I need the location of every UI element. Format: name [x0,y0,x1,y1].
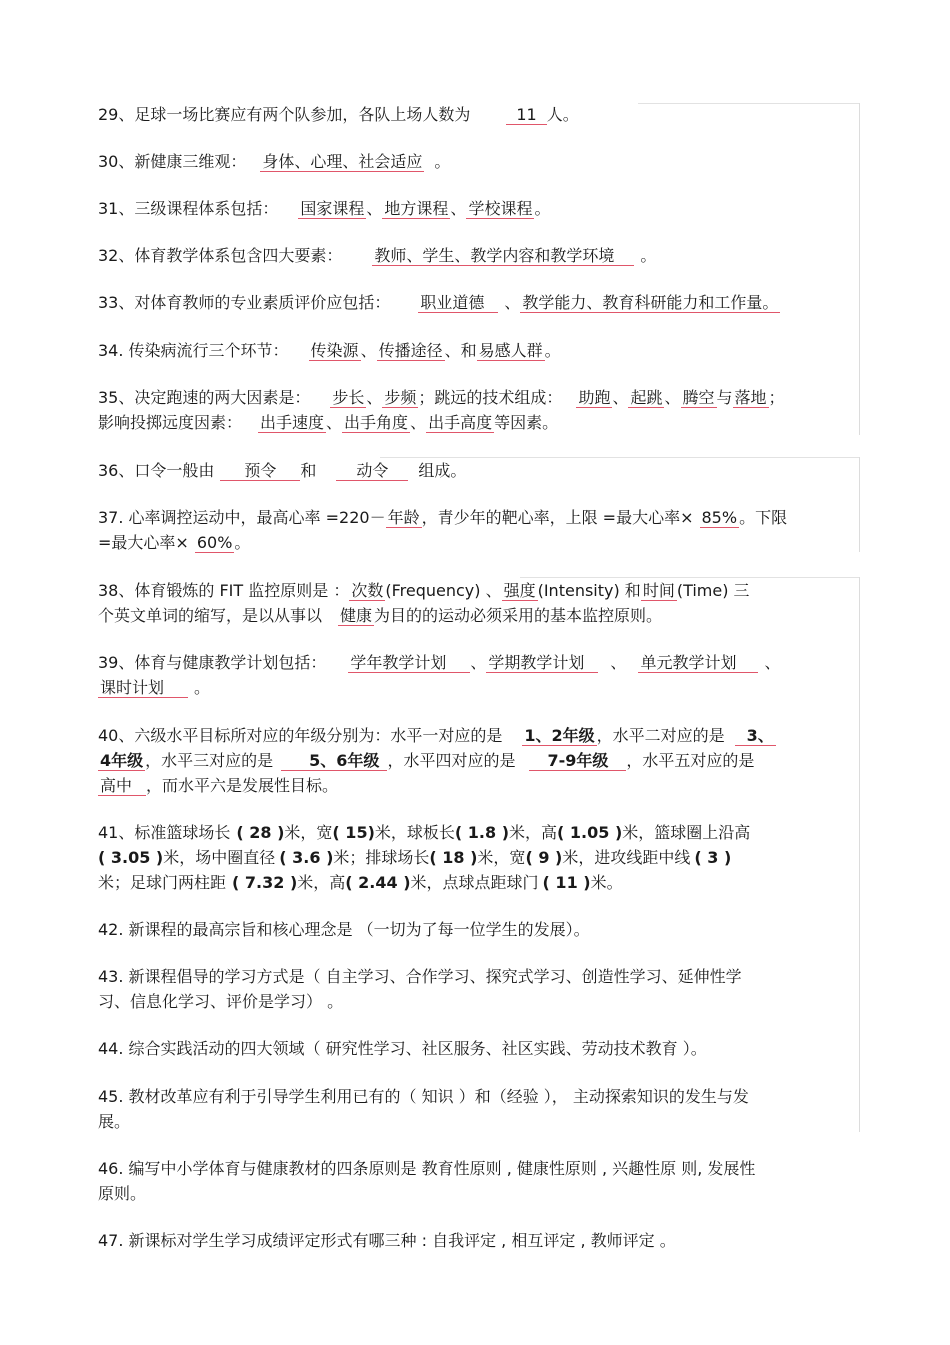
question-40-line-1: 40、六级水平目标所对应的年级分别为：水平一对应的是 1、2年级 ，水平二对应的是 3、 [98,726,774,745]
scan-rule [638,103,860,104]
question-46-line-1: 46. 编写中小学体育与健康教材的四条原则是 教育性原则 , 健康性原则 , 兴趣性原 则, 发展性 [98,1159,756,1178]
answer: 传播途径 [378,341,443,360]
answer: 强度 [503,581,536,600]
answer: 60% [196,533,233,552]
scan-rule [380,457,860,458]
question-47: 47. 新课标对学生学习成绩评定形式有哪三种 : 自我评定 , 相互评定 , 教师评定 。 [98,1231,676,1250]
answer: 高中 [98,776,146,796]
question-30: 30、新健康三维观： 身体、心理、社会适应 。 [98,152,451,171]
question-29: 29、足球一场比赛应有两个队参加，各队上场人数为 11 人。 [98,105,579,124]
answer: 教学能力、教育科研能力和工作量。 [522,293,779,312]
answer: 5、6年级 [281,751,387,771]
scan-rule [859,457,860,552]
scan-rule [859,103,860,435]
question-32: 32、体育教学体系包含四大要素： 教师、学生、教学内容和教学环境 。 [98,246,657,265]
question-41-line-1: 41、标准篮球场长 ( 28 )米，宽( 15)米，球板长( 1.8 )米，高( 1.05 )米，篮球圈上沿高 [98,823,751,842]
answer: 3、 [735,726,776,746]
answer: 出手高度 [428,413,493,432]
question-42: 42. 新课程的最高宗旨和核心理念是 （一切为了每一位学生的发展）。 [98,920,590,939]
scan-rule [859,577,860,1132]
question-35-line-1: 35、决定跑速的两大因素是： 步长 、 步频 ；跳远的技术组成： 助跑 、 起跳 、 腾空 与 落地 ； [98,388,785,407]
question-43-line-1: 43. 新课程倡导的学习方式是（ 自主学习、合作学习、探究式学习、创造性学习、延伸性学 [98,967,742,986]
question-39-line-2: 课时计划 。 [100,678,211,697]
answer: 出手速度 [260,413,325,432]
question-31: 31、三级课程体系包括： 国家课程 、 地方课程 、 学校课程 。 [98,199,551,218]
answer: 学期教学计划 [486,653,598,673]
answer: 身体、心理、社会适应 [262,152,423,171]
answer: 地方课程 [384,199,449,218]
answer: 起跳 [630,388,663,407]
question-45-line-1: 45. 教材改革应有利于引导学生利用已有的（ 知识 ）和（经验 ）， 主动探索知识的发生与发 [98,1087,749,1106]
answer: 7-9年级 [529,751,626,771]
question-33: 33、对体育教师的专业素质评价应包括： 职业道德 、 教学能力、教育科研能力和工作量。 [98,293,779,312]
answer: 落地 [734,388,767,407]
question-40-line-3: 高中 ，而水平六是发展性目标。 [100,776,339,795]
question-41-line-3: 米；足球门两柱距 ( 7.32 )米，高( 2.44 )米，点球点距球门 ( 11 )米。 [98,873,623,892]
answer: 出手角度 [344,413,409,432]
answer: 4年级 [100,751,144,770]
question-39-line-1: 39、体育与健康教学计划包括： 学年教学计划 、 学期教学计划 、 单元教学计划 、 [98,653,781,672]
answer: 课时计划 [98,678,188,698]
answer: 时间 [642,581,675,600]
answer: 85% [701,508,738,527]
question-45-line-2: 展。 [98,1112,131,1131]
answer: 传染源 [310,341,359,360]
answer: 预令 [220,461,300,481]
question-37-line-1: 37. 心率调控运动中，最高心率 =220－ 年龄 ，青少年的靶心率，上限 =最大心率× 85% 。下限 [98,508,788,527]
question-35-line-2: 影响投掷远度因素： 出手速度 、 出手角度 、 出手高度 等因素。 [98,413,559,432]
question-46-line-2: 原则。 [98,1184,147,1203]
answer: 步长 [332,388,365,407]
answer: 职业道德 [418,293,498,313]
question-41-line-2: ( 3.05 )米，场中圈直径 ( 3.6 )米；排球场长( 18 )米，宽( 9 )米，进攻线距中线 ( 3 ) [98,848,732,867]
question-44: 44. 综合实践活动的四大领域（ 研究性学习、社区服务、社区实践、劳动技术教育 ）。 [98,1039,707,1058]
scan-rule [520,577,860,578]
answer: 助跑 [578,388,611,407]
question-40-line-2: 4年级 ，水平三对应的是 5、6年级 ，水平四对应的是 7-9年级 ，水平五对应的是 [100,751,755,770]
answer: 1、2年级 [524,726,595,745]
question-37-line-2: =最大心率× 60% 。 [98,533,251,552]
answer: 腾空 [682,388,715,407]
question-43-line-2: 习、信息化学习、评价是学习） 。 [98,992,344,1011]
answer: 健康 [340,606,373,625]
answer: 学校课程 [468,199,533,218]
answer: 11 [506,105,546,125]
answer: 教师、学生、教学内容和教学环境 [372,246,634,266]
answer: 单元教学计划 [638,653,758,673]
question-38-line-2: 个英文单词的缩写，是以从事以 健康 为目的的运动必须采用的基本监控原则。 [98,606,663,625]
question-36: 36、口令一般由 预令 和 动令 组成。 [98,461,467,480]
question-34: 34. 传染病流行三个环节： 传染源 、 传播途径 、和 易感人群 。 [98,341,561,360]
answer: 年龄 [387,508,420,527]
question-38-line-1: 38、体育锻炼的 FIT 监控原则是 ： 次数 (Frequency) 、 强度 (Intensity) 和 时间 (Time) 三 [98,581,750,600]
answer: 步频 [384,388,417,407]
answer: 易感人群 [478,341,543,360]
answer: 国家课程 [300,199,365,218]
answer: 学年教学计划 [348,653,470,673]
answer: 次数 [351,581,384,600]
answer: 动令 [336,461,408,481]
